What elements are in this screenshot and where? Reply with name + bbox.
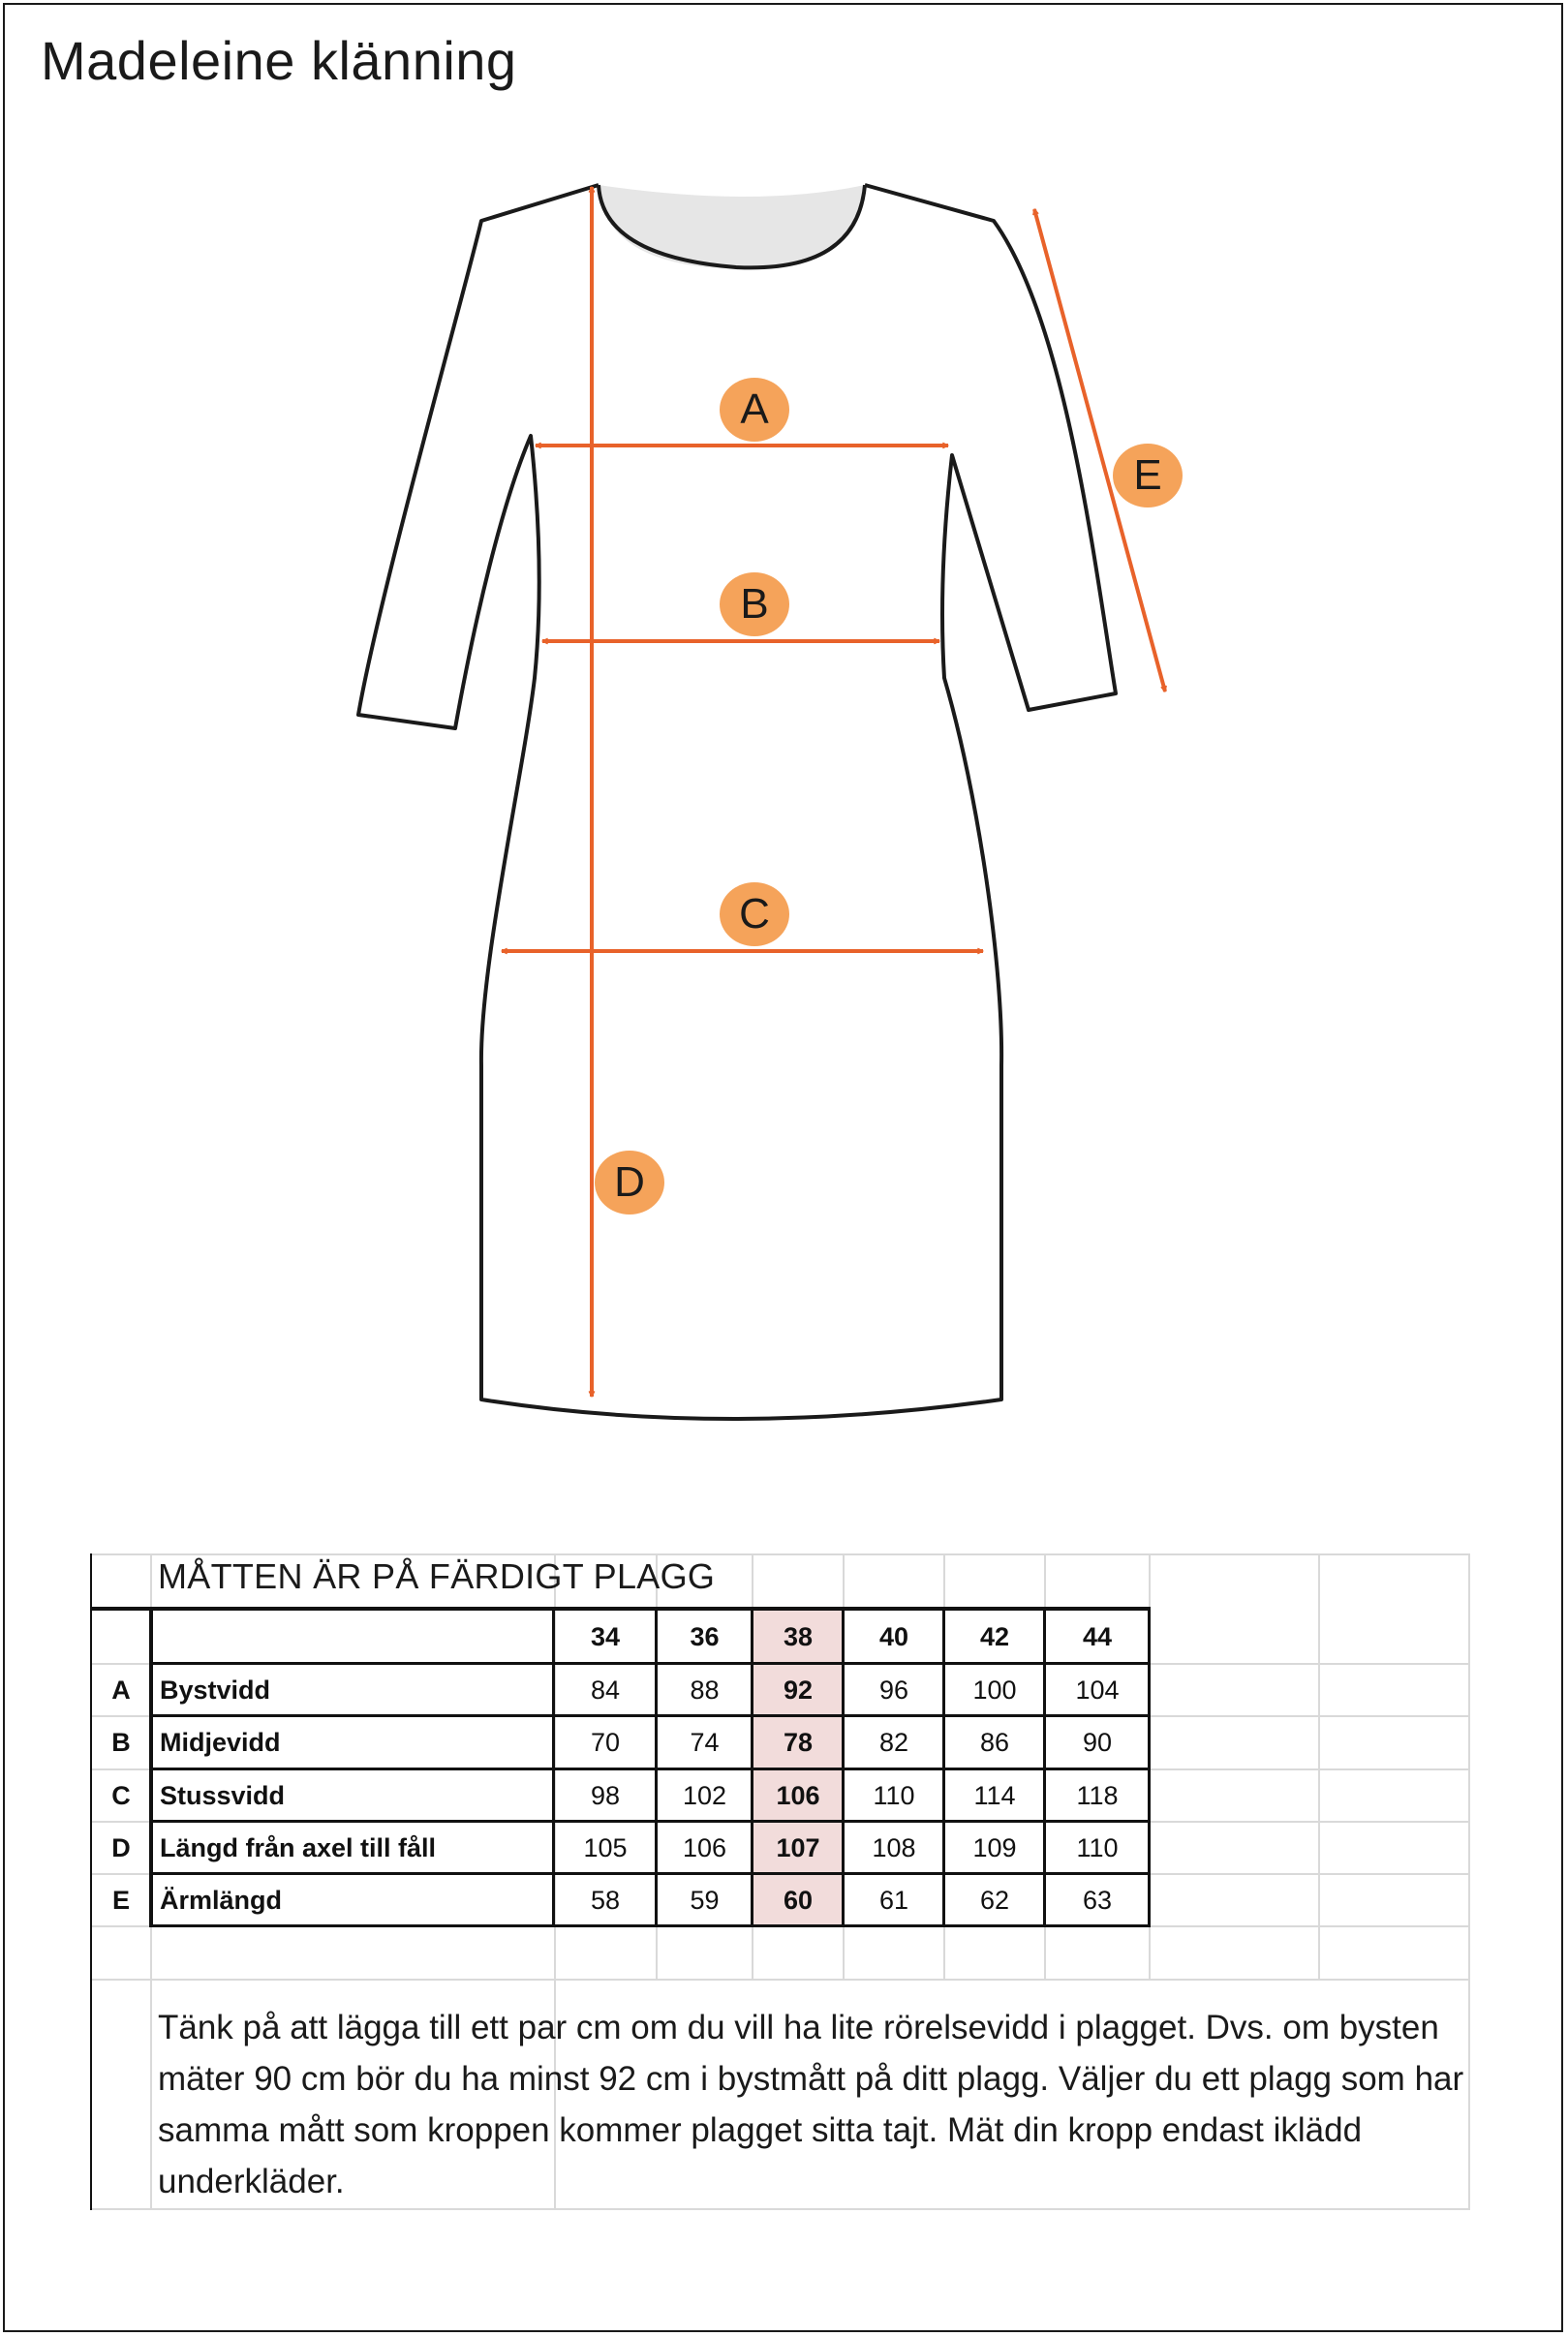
neckline-fill [599,185,865,268]
row-value: 59 [690,1885,720,1915]
row-value: 84 [590,1675,621,1705]
row-name: Stussvidd [160,1780,286,1810]
size-header: 42 [979,1621,1010,1651]
row-value: 114 [973,1780,1016,1810]
row-value: 82 [878,1728,909,1757]
row-value: 108 [872,1832,916,1862]
row-name: Ärmlängd [160,1885,283,1915]
row-value: 106 [682,1832,727,1862]
row-key: A [111,1675,131,1705]
row-key: E [111,1885,130,1915]
badge-C [720,882,789,946]
table-caption: MÅTTEN ÄR PÅ FÄRDIGT PLAGG [158,1556,716,1596]
label-B: B [740,580,769,628]
size-header: 34 [590,1621,621,1651]
row-value: 70 [590,1728,621,1757]
badge-B [720,572,789,636]
row-value: 118 [1076,1780,1119,1810]
label-D: D [614,1158,645,1206]
page-title: Madeleine klänning [41,30,517,91]
row-value: 86 [979,1728,1010,1757]
row-value: 78 [783,1728,814,1757]
row-value: 74 [690,1728,720,1757]
fit-note: Tänk på att lägga till ett par cm om du vill ha lite rörelsevidd i plagget. Dvs. om bysten mäter 90 cm bör du ha minst 92 cm i bystmått på ditt plagg. Väljer du ett plagg som har samma mått som kroppen kommer plagget sitta tajt. Mät din kropp endast iklädd underkläder. [158,2009,1464,2200]
row-value: 88 [690,1675,720,1705]
row-value: 107 [776,1832,820,1862]
size-header: 40 [878,1621,909,1651]
row-value: 105 [583,1832,628,1862]
size-header: 44 [1082,1621,1113,1651]
badge-E [1113,444,1183,507]
label-E: E [1133,451,1162,499]
row-value: 109 [972,1832,1017,1862]
row-value: 92 [783,1675,814,1705]
badge-A [720,378,789,442]
size-header: 36 [690,1621,720,1651]
row-name: Midjevidd [160,1728,281,1757]
row-value: 90 [1082,1728,1113,1757]
row-value: 110 [1076,1832,1119,1862]
row-value: 96 [878,1675,909,1705]
row-value: 100 [972,1675,1017,1705]
row-value: 102 [682,1780,727,1810]
label-C: C [739,890,770,938]
row-value: 110 [873,1780,915,1810]
row-key: C [111,1780,131,1810]
row-key: B [111,1728,131,1757]
badge-D [595,1151,664,1215]
dress-outline [358,185,1116,1419]
row-value: 60 [783,1885,814,1915]
size-header: 38 [783,1621,814,1651]
label-A: A [740,385,769,433]
row-value: 63 [1082,1885,1113,1915]
row-value: 61 [878,1885,909,1915]
row-name: Bystvidd [160,1675,271,1705]
row-value: 104 [1075,1675,1120,1705]
row-value: 106 [776,1780,820,1810]
row-name: Längd från axel till fåll [160,1832,437,1862]
row-value: 62 [979,1885,1010,1915]
row-key: D [111,1832,131,1862]
row-value: 58 [590,1885,621,1915]
row-value: 98 [590,1780,621,1810]
